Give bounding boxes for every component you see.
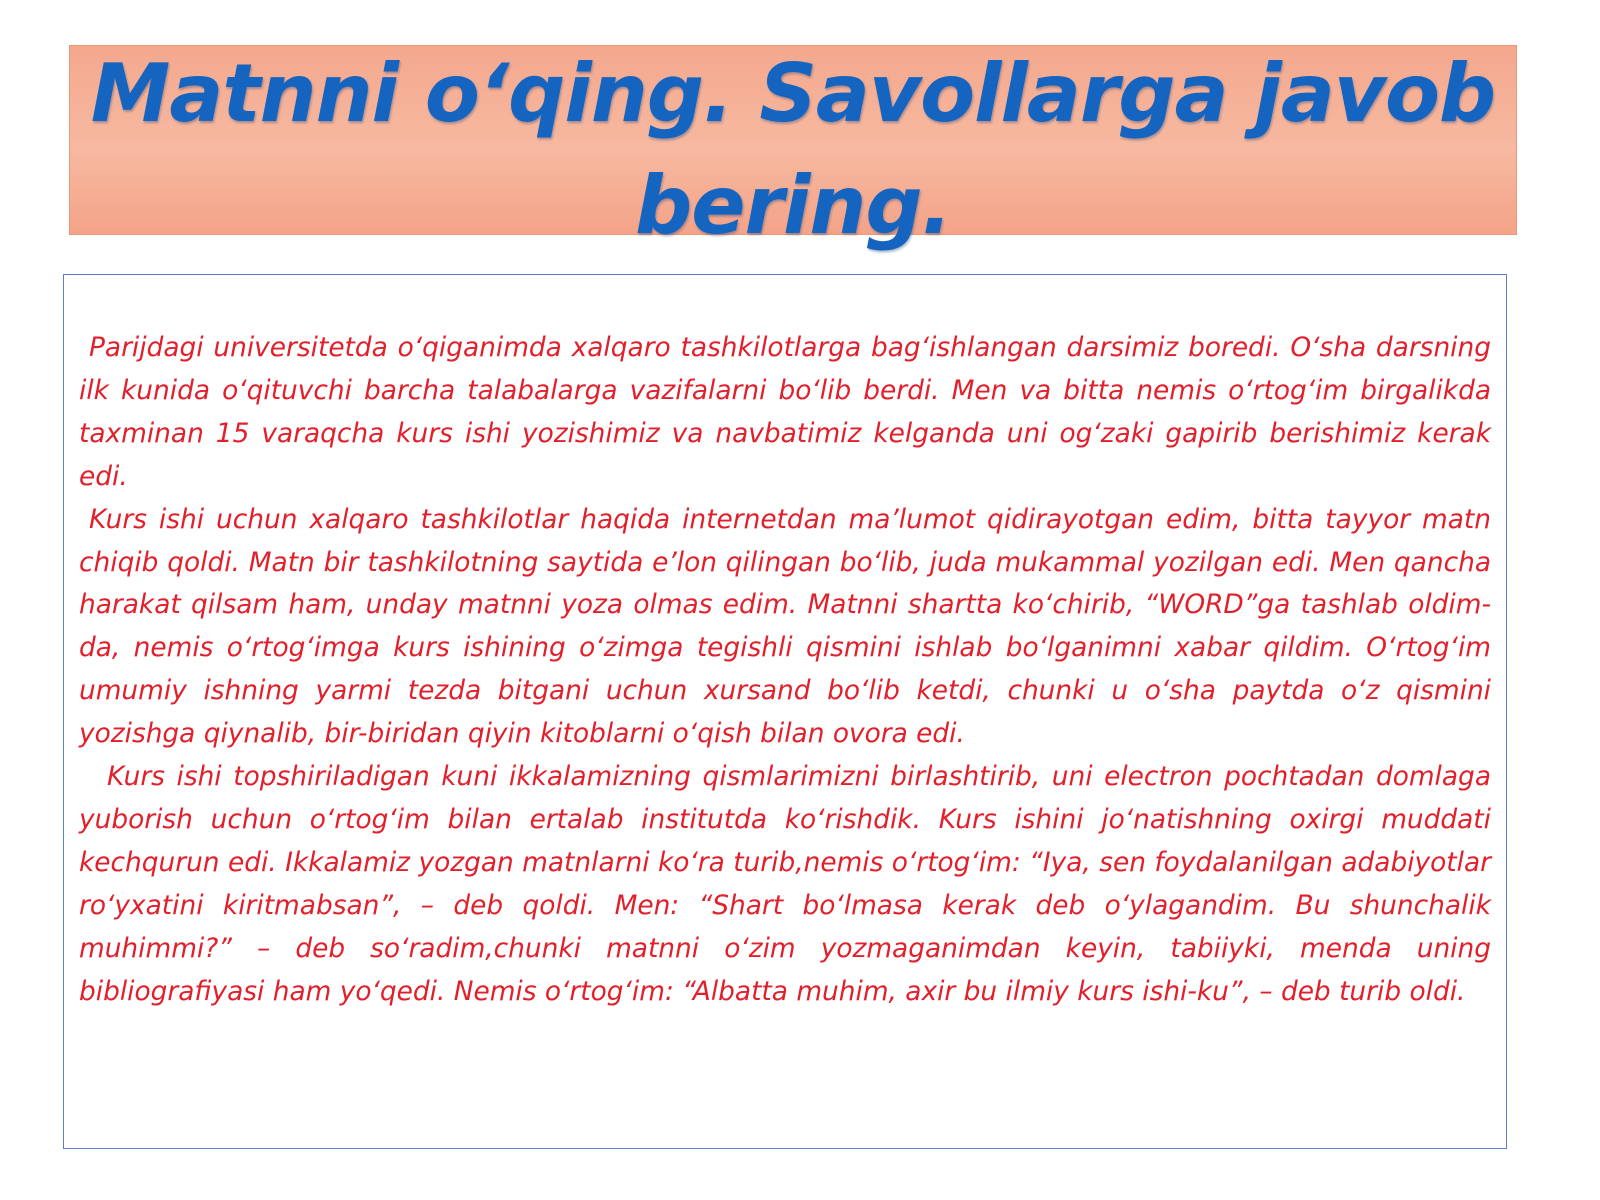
slide-title: Matnni o‘qing. Savollarga javob bering.: [90, 47, 1496, 252]
reading-text: [79, 327, 1491, 1014]
paragraph-3: Kurs ishi topshiriladigan kuni ikkalamizning qismlarimizni birlashtirib, uni electron pochtadan domlaga yuborish uchun o‘rtog‘im bilan ertalab institutda ko‘rishdik. Kurs ishini jo‘natishning oxirgi muddati kechqurun edi. Ikkalamiz yozgan matnlarni ko‘ra turib,nemis o‘rtog‘im: “Iya, sen foydalanilgan adabiyotlar ro‘yxatini kiritmabsan”, – deb qoldi. Men: “Shart bo‘lmasa kerak deb o‘ylagandim. Bu shunchalik muhimmi?” – deb so‘radim,chunki matnni o‘zim yozmaganimdan keyin, tabiiyki, menda uning bibliografiyasi ham yo‘qedi. Nemis o‘rtog‘im: “Albatta muhim, axir bu ilmiy kurs ishi-ku”, – deb turib oldi.: [79, 761, 1491, 1007]
reading-text-box: [63, 274, 1507, 1149]
paragraph-2: Kurs ishi uchun xalqaro tashkilotlar haqida internetdan ma’lumot qidirayotgan edim, bitta tayyor matn chiqib qoldi. Matn bir tashkilotning saytida e’lon qilingan bo‘lib, juda mukammal yozilgan edi. Men qancha harakat qilsam ham, unday matnni yoza olmas edim. Matnni shartta ko‘chirib, “WORD”ga tashlab oldim-da, nemis o‘rtog‘imga kurs ishining o‘zimga tegishli qismini ishlab bo‘lganimni xabar qildim. O‘rtog‘im umumiy ishning yarmi tezda bitgani uchun xursand bo‘lib ketdi, chunki u o‘sha paytda o‘z qismini yozishga qiynalib, bir-biridan qiyin kitoblarni o‘qish bilan ovora edi.: [79, 503, 1491, 750]
paragraph-1: Parijdagi universitetda o‘qiganimda xalqaro tashkilotlarga bag‘ishlangan darsimiz boredi. O‘sha darsning ilk kunida o‘qituvchi barcha talabalarga vazifalarni bo‘lib berdi. Men va bitta nemis o‘rtog‘im birgalikda taxminan 15 varaqcha kurs ishi yozishimiz va navbatimiz kelganda uni og‘zaki gapirib berishimiz kerak edi.: [79, 332, 1491, 492]
